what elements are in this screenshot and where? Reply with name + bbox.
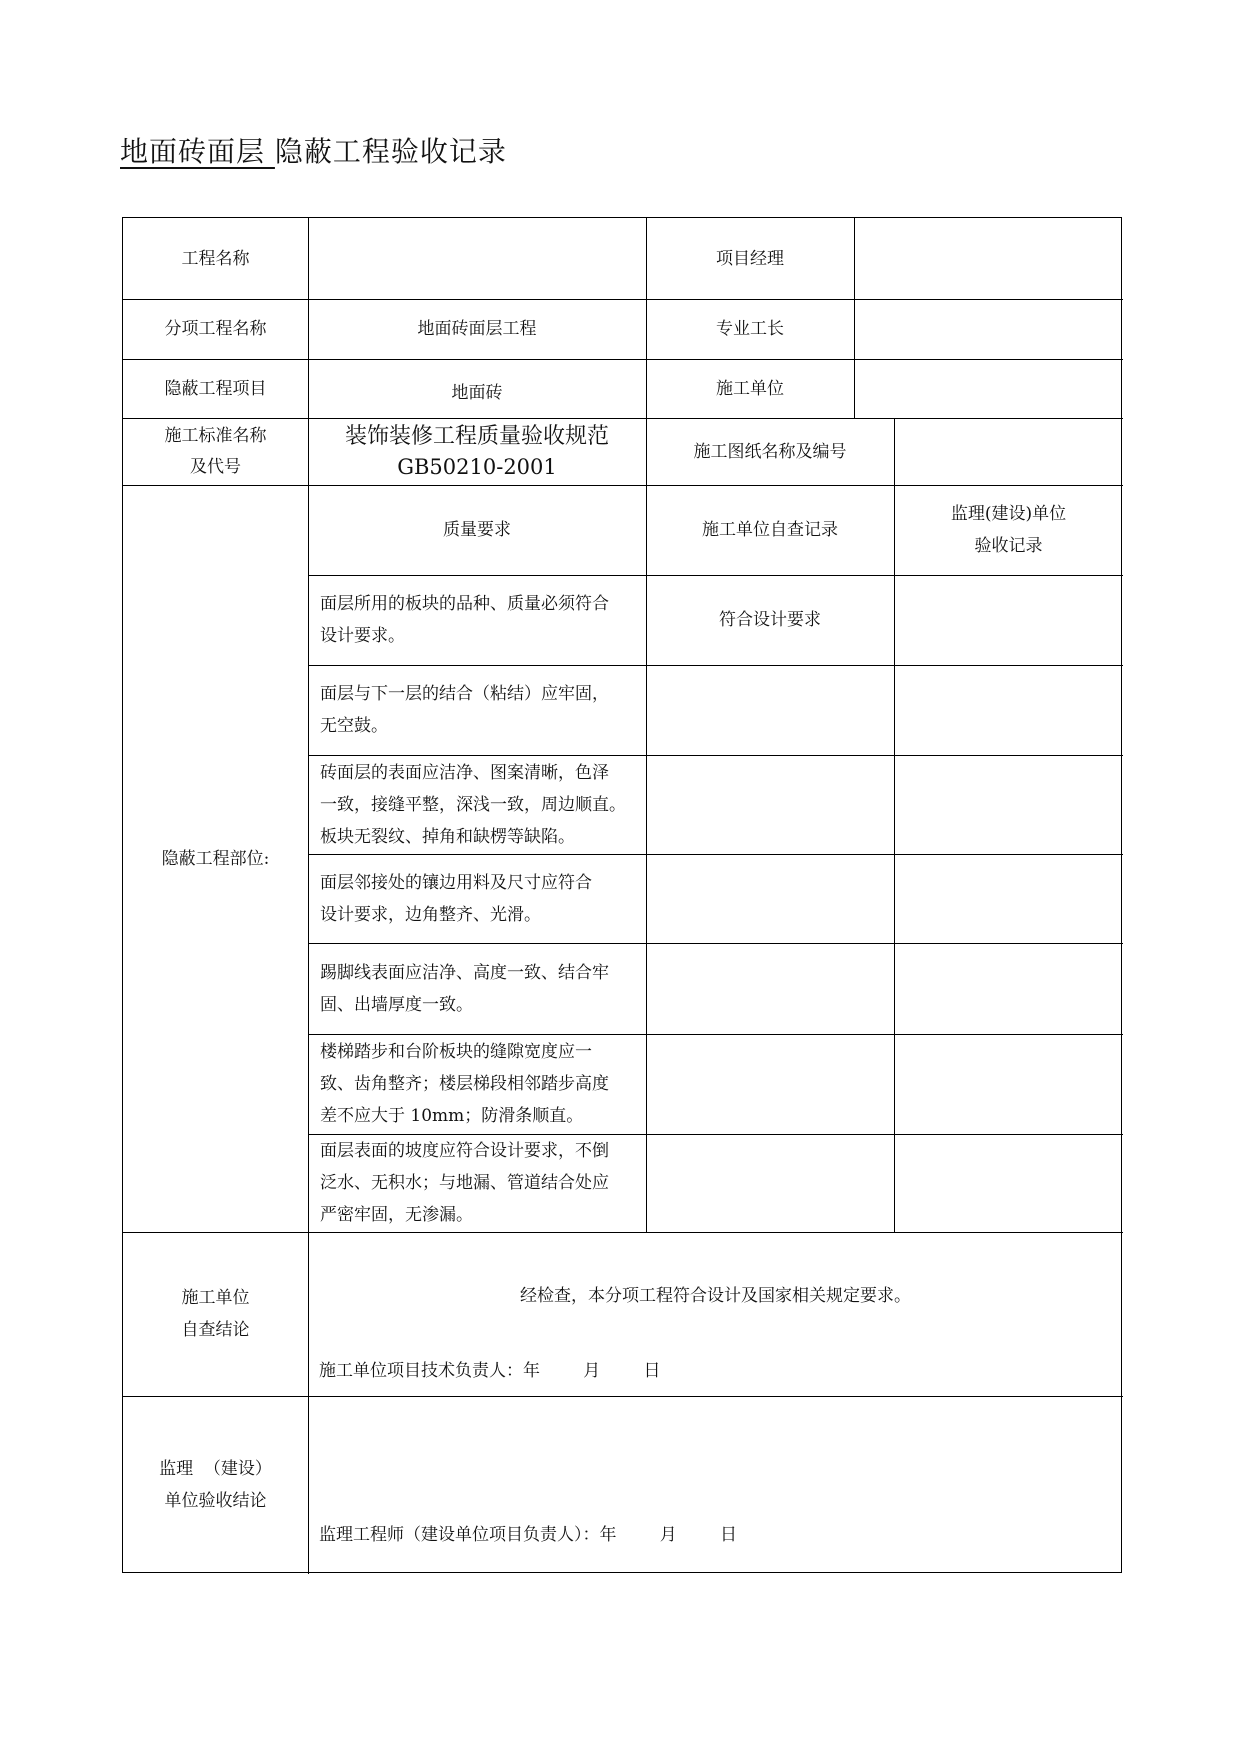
supervisor-cell[interactable] (894, 575, 1123, 665)
project-manager-label: 项目经理 (716, 248, 784, 269)
project-name-field[interactable] (308, 218, 646, 299)
self-conclusion-label-line2: 自查结论 (181, 1320, 250, 1340)
self-check-cell[interactable] (646, 755, 894, 854)
requirement-line: 板块无裂纹、掉角和缺楞等缺陷。 (320, 826, 575, 847)
standard-code: GB50210-2001 (397, 454, 557, 479)
supervisor-cell[interactable] (894, 1134, 1123, 1232)
self-check-cell[interactable] (646, 665, 894, 755)
self-conclusion-signature[interactable]: 施工单位项目技术负责人：年 月 日 (319, 1361, 661, 1381)
requirement-cell (308, 755, 646, 854)
requirement-line: 致、齿角整齐；楼层梯段相邻踏步高度 (320, 1074, 609, 1094)
self-check-cell[interactable]: 符合设计要求 (719, 610, 821, 630)
self-conclusion-text[interactable]: 经检查，本分项工程符合设计及国家相关规定要求。 (520, 1286, 911, 1306)
self-check-cell[interactable] (646, 1034, 894, 1134)
requirement-cell (308, 1134, 646, 1232)
requirement-line: 楼梯踏步和台阶板块的缝隙宽度应一 (320, 1042, 592, 1062)
standard-label (123, 418, 308, 485)
requirement-cell (308, 665, 646, 755)
requirement-cell (308, 943, 646, 1034)
subitem-name-value[interactable]: 地面砖面层工程 (417, 319, 537, 339)
requirement-line: 面层邻接处的镶边用料及尺寸应符合 (320, 872, 592, 893)
standard-label-line1: 施工标准名称 (164, 425, 267, 446)
col-supervisor-line1: 监理(建设)单位 (950, 504, 1067, 524)
self-conclusion-label (123, 1232, 308, 1396)
requirement-line: 泛水、无积水；与地漏、管道结合处应 (320, 1173, 609, 1193)
supervisor-cell[interactable] (894, 1034, 1123, 1134)
supervisor-conclusion-label (123, 1396, 308, 1574)
record-table (122, 217, 1122, 1573)
col-self-check-header: 施工单位自查记录 (702, 520, 838, 540)
foreman-field[interactable] (854, 299, 1123, 359)
self-conclusion-label-line1: 施工单位 (181, 1288, 250, 1308)
project-manager-field[interactable] (854, 218, 1123, 299)
requirement-line: 严密牢固，无渗漏。 (320, 1205, 473, 1225)
supervisor-conclusion-label-line1: 监理 （建设） (159, 1459, 272, 1479)
requirement-cell (308, 575, 646, 665)
supervisor-cell[interactable] (894, 943, 1123, 1034)
hidden-item-value[interactable]: 地面砖 (451, 382, 503, 403)
requirement-cell (308, 854, 646, 943)
requirement-line: 踢脚线表面应洁净、高度一致、结合牢 (320, 962, 609, 983)
requirement-line: 一致，接缝平整，深浅一致，周边顺直。 (320, 794, 626, 815)
supervisor-conclusion-label-line2: 单位验收结论 (164, 1491, 267, 1511)
hidden-item-label: 隐蔽工程项目 (164, 378, 267, 399)
requirement-line: 面层表面的坡度应符合设计要求，不倒 (320, 1141, 609, 1161)
requirement-line: 固、出墙厚度一致。 (320, 994, 473, 1015)
requirement-line: 差不应大于 10mm；防滑条顺直。 (320, 1106, 584, 1126)
standard-label-line2: 及代号 (190, 456, 241, 477)
col-supervisor-header (894, 485, 1123, 575)
self-check-cell[interactable] (646, 943, 894, 1034)
supervisor-cell[interactable] (894, 755, 1123, 854)
document-title (120, 130, 507, 170)
foreman-label: 专业工长 (716, 319, 784, 339)
requirement-cell (308, 1034, 646, 1134)
subitem-name-label: 分项工程名称 (164, 319, 267, 339)
standard-name: 装饰装修工程质量验收规范 (344, 423, 609, 449)
title-underlined: 地面砖面层 (120, 135, 275, 168)
requirement-line: 面层所用的板块的品种、质量必须符合 (320, 594, 609, 614)
col-requirement-header: 质量要求 (443, 520, 511, 540)
contractor-field[interactable] (854, 359, 1123, 418)
supervisor-conclusion-signature[interactable]: 监理工程师（建设单位项目负责人）：年 月 日 (319, 1525, 737, 1545)
self-check-cell[interactable] (646, 1134, 894, 1232)
requirement-line: 砖面层的表面应洁净、图案清晰，色泽 (320, 762, 609, 783)
supervisor-cell[interactable] (894, 854, 1123, 943)
requirement-line: 无空鼓。 (320, 716, 388, 736)
col-supervisor-line2: 验收记录 (974, 536, 1043, 556)
drawing-label: 施工图纸名称及编号 (693, 441, 847, 462)
requirement-line: 面层与下一层的结合（粘结）应牢固， (320, 684, 609, 704)
contractor-label: 施工单位 (716, 378, 784, 399)
drawing-field[interactable] (894, 418, 1123, 485)
standard-value[interactable] (308, 418, 646, 485)
self-check-cell[interactable] (646, 854, 894, 943)
supervisor-conclusion-text[interactable] (308, 1428, 1123, 1488)
project-name-label: 工程名称 (181, 248, 250, 269)
requirement-line: 设计要求。 (320, 626, 405, 646)
title-rest: 隐蔽工程验收记录 (274, 135, 507, 168)
inspection-section-label: 隐蔽工程部位: (161, 848, 270, 869)
requirement-line: 设计要求，边角整齐、光滑。 (320, 904, 541, 925)
supervisor-cell[interactable] (894, 665, 1123, 755)
